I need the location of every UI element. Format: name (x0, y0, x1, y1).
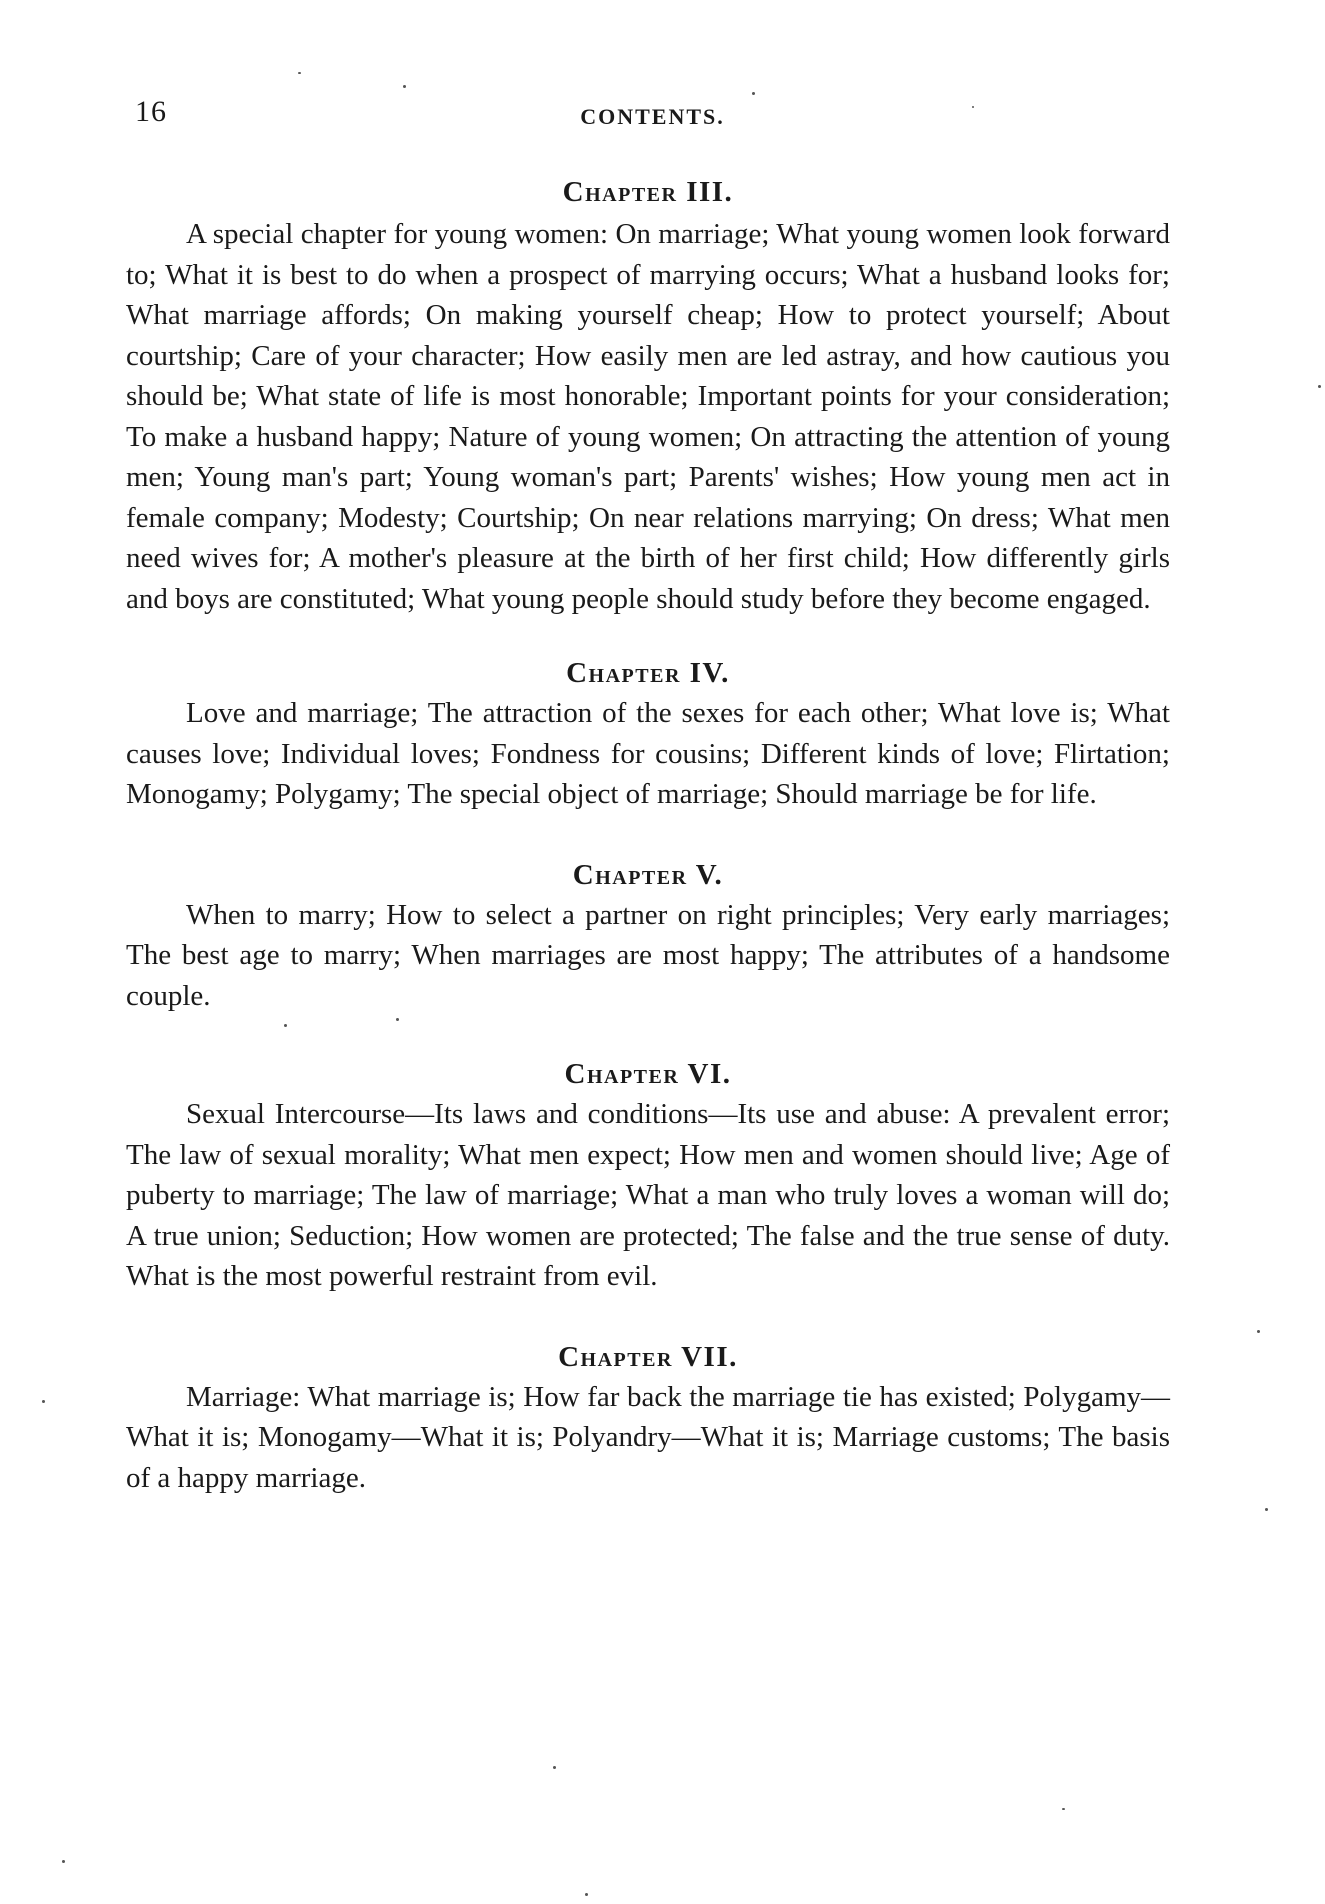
scan-speck (553, 1766, 556, 1769)
chapter-3-title: Chapter III. (562, 176, 734, 208)
scan-speck (585, 1893, 588, 1896)
scan-speck (972, 106, 974, 108)
scan-speck (1062, 1808, 1065, 1810)
page-number: 16 (135, 95, 167, 128)
running-head: CONTENTS. (580, 104, 725, 129)
chapter-7-title: Chapter VII. (558, 1340, 738, 1373)
chapter-3-section (126, 172, 1170, 619)
chapter-5-section (126, 855, 1170, 1017)
page-header (0, 95, 1325, 135)
scan-speck (42, 1400, 45, 1403)
chapter-6-title: Chapter VI. (564, 1058, 732, 1090)
chapter-5-title: Chapter V. (572, 858, 724, 891)
contents-list (126, 172, 1170, 1498)
scan-speck (298, 72, 301, 74)
chapter-7-summary: Marriage: What marriage is; How far back the marriage tie has existed; Polygamy—What it is; Monogamy—What it is; Polyandry—What it is; Marriage customs; The basis of a happy marriage. (126, 1380, 1170, 1494)
scan-speck (284, 1024, 287, 1027)
chapter-4-summary: Love and marriage; The attraction of the sexes for each other; What love is; What causes love; Individual loves; Fondness for cousins; Different kinds of love; Flirtation; Monogamy; Polygamy; The special object of marriage; Should marriage be for life. (126, 697, 1170, 810)
scan-speck (62, 1860, 65, 1863)
scan-speck (1318, 385, 1321, 388)
chapter-5-summary: When to marry; How to select a partner on right principles; Very early marriages; The best age to marry; When marriages are most happy; The attributes of a handsome couple. (126, 898, 1170, 1012)
scan-speck (1257, 1330, 1260, 1333)
chapter-4-title: Chapter IV. (566, 657, 730, 689)
scan-speck (1265, 1508, 1268, 1511)
chapter-6-section (126, 1054, 1170, 1297)
scan-speck (396, 1018, 399, 1021)
scan-speck (403, 85, 406, 88)
chapter-7-section (126, 1337, 1170, 1499)
chapter-6-summary: Sexual Intercourse—Its laws and conditions—Its use and abuse: A prevalent error; The law of sexual morality; What men expect; How men and women should live; Age of puberty to marriage; The law of marriage; What a man who truly loves a woman will do; A true union; Seduction; How women are protected; The false and the true sense of duty. What is the most powerful restraint from evil. (126, 1098, 1170, 1292)
scan-speck (752, 92, 755, 95)
chapter-4-section (126, 653, 1170, 815)
chapter-3-summary: A special chapter for young women: On marriage; What young women look forward to; What it is best to do when a prospect of marrying occurs; What a husband looks for; What marriage affords; On making yourself cheap; How to protect yourself; About courtship; Care of your character; How easily men are led astray, and how cautious you should be; What state of life is most honorable; Important points for your consideration; To make a husband happy; Nature of young women; On attracting the attention of young men; Young man's part; Young woman's part; Parents' wishes; How young men act in female company; Modesty; Courtship; On near relations marrying; On dress; What men need wives for; A mother's pleasure at the birth of her first child; How differently girls and boys are constituted; What young people should study before they become engaged. (126, 218, 1170, 615)
